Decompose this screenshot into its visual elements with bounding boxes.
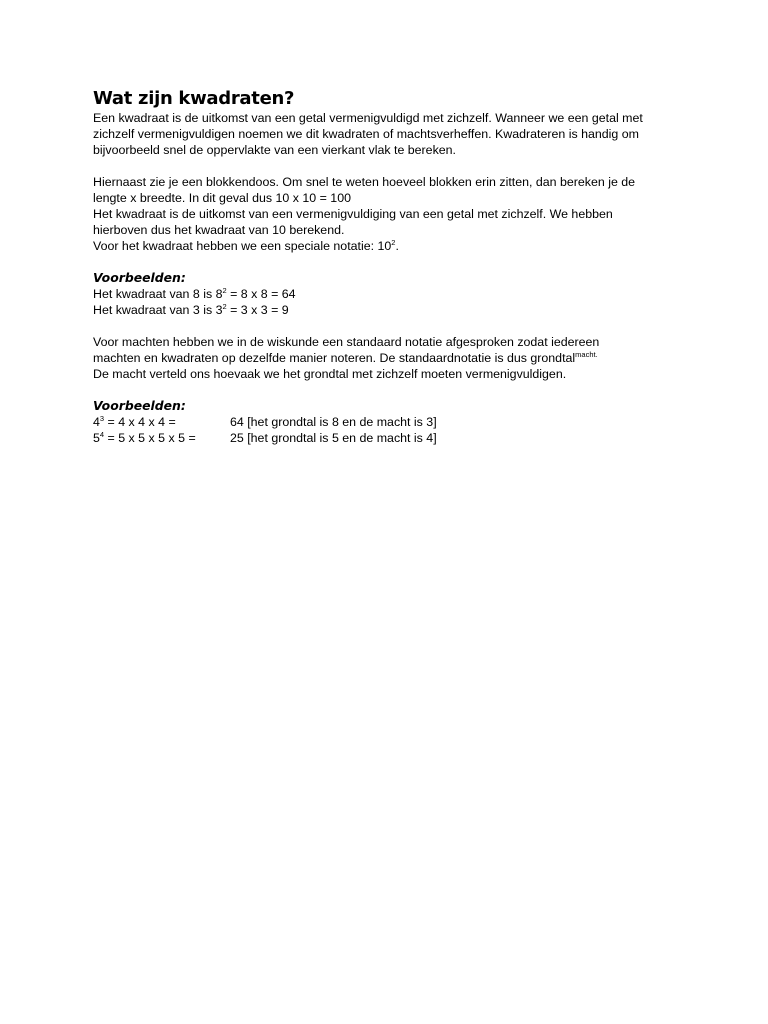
powers-line-3: De macht verteld ons hoevaak we het grondtal met zichzelf moeten vermenigvuldigen. — [93, 367, 567, 381]
example-exponent: 2 — [222, 301, 227, 311]
notation-line — [93, 238, 693, 254]
example-result: 64 [het grondtal is 8 en de macht is 3] — [230, 415, 437, 429]
intro-line-3: bijvoorbeeld snel de oppervlakte van een vierkant vlak te bereken. — [93, 143, 456, 157]
example-base: 5 — [93, 431, 100, 445]
example-expression — [93, 430, 230, 446]
examples-list-2 — [93, 414, 693, 446]
example-text: Het kwadraat van 3 is 3 — [93, 303, 223, 317]
page-title: Wat zijn kwadraten? — [93, 88, 295, 109]
example-multiplication: = 5 x 5 x 5 x 5 = — [104, 431, 196, 445]
spacer — [93, 254, 693, 270]
examples-heading-1: Voorbeelden: — [93, 270, 186, 285]
example-exponent: 3 — [99, 413, 105, 423]
example-base: 4 — [93, 415, 100, 429]
example-square-8 — [93, 286, 693, 302]
example-exponent: 2 — [222, 285, 227, 295]
examples-heading-2: Voorbeelden: — [93, 398, 186, 413]
powers-text: machten en kwadraten op dezelfde manier noteren. De standaardnotatie is dus grondtal — [93, 351, 576, 365]
notation-text: Voor het kwadraat hebben we een speciale notatie: 10 — [93, 239, 392, 253]
example-power-5 — [93, 430, 693, 446]
block-line-4: hierboven dus het kwadraat van 10 berekend. — [93, 223, 345, 237]
example-multiplication: = 4 x 4 x 4 = — [104, 415, 176, 429]
example-text: Het kwadraat van 8 is 8 — [93, 287, 223, 301]
powers-line-2 — [93, 350, 693, 366]
block-paragraph — [93, 174, 693, 254]
intro-line-1: Een kwadraat is de uitkomst van een getal vermenigvuldigd met zichzelf. Wanneer we een getal met — [93, 111, 643, 125]
example-square-3 — [93, 302, 693, 318]
example-result: = 8 x 8 = 64 — [226, 287, 296, 301]
block-line-2: lengte x breedte. In dit geval dus 10 x 10 = 100 — [93, 191, 351, 205]
notation-period: . — [395, 239, 399, 253]
intro-line-2: zichzelf vermenigvuldigen noemen we dit kwadraten of machtsverheffen. Kwadrateren is handig om — [93, 127, 639, 141]
spacer — [93, 382, 693, 398]
block-line-1: Hiernaast zie je een blokkendoos. Om snel te weten hoeveel blokken erin zitten, dan bereken je de — [93, 175, 636, 189]
example-power-4 — [93, 414, 693, 430]
powers-paragraph — [93, 334, 693, 382]
example-exponent: 4 — [99, 429, 105, 439]
block-line-3: Het kwadraat is de uitkomst van een vermenigvuldiging van een getal met zichzelf. We hebben — [93, 207, 613, 221]
spacer — [93, 158, 693, 174]
example-expression — [93, 414, 230, 430]
document-page — [93, 88, 693, 446]
example-result: 25 [het grondtal is 5 en de macht is 4] — [230, 431, 437, 445]
notation-exponent: 2 — [391, 237, 396, 247]
examples-list-1 — [93, 286, 693, 318]
powers-superscript: macht. — [575, 349, 598, 359]
powers-line-1: Voor machten hebben we in de wiskunde een standaard notatie afgesproken zodat iedereen — [93, 335, 600, 349]
example-result: = 3 x 3 = 9 — [226, 303, 289, 317]
intro-paragraph — [93, 110, 693, 158]
spacer — [93, 318, 693, 334]
